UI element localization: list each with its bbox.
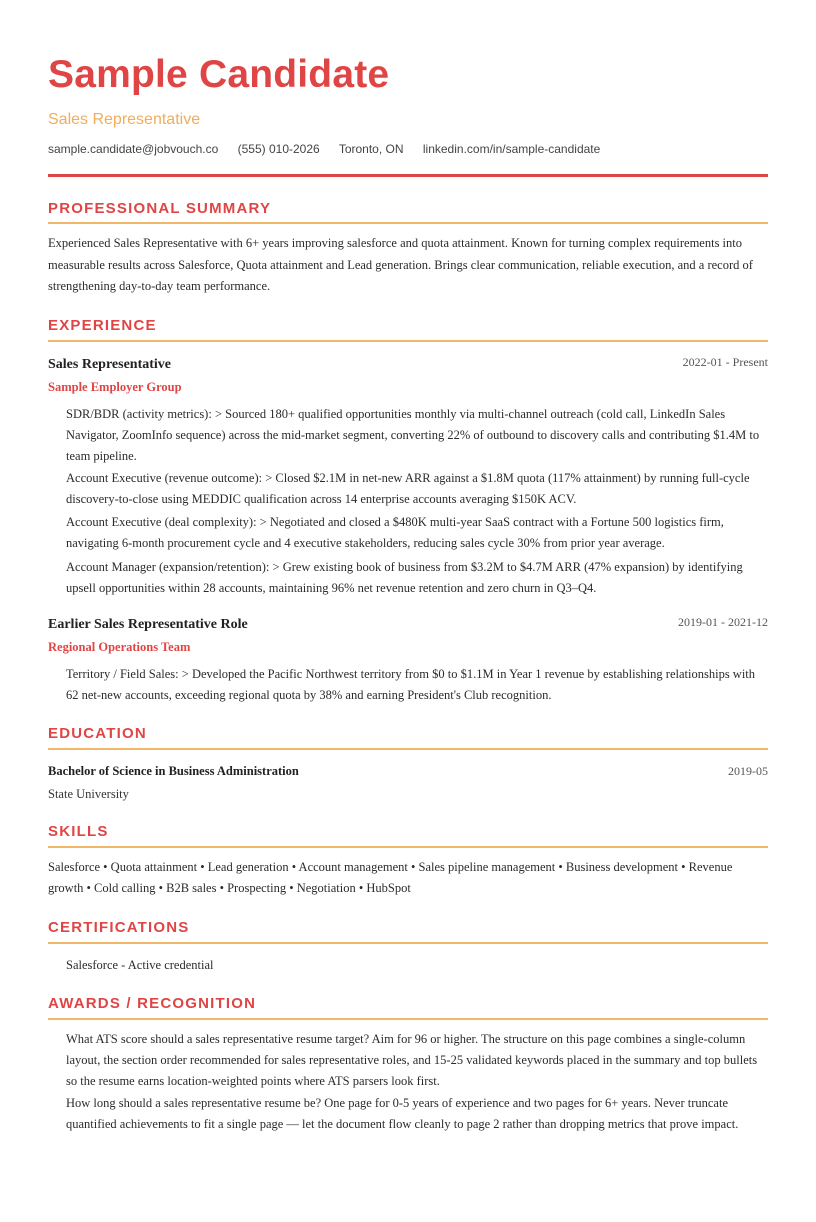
job-1-bullet-1: SDR/BDR (activity metrics): > Sourced 180+ qualified opportunities monthly via multi-channel outreach (cold call, LinkedIn Sales Navigator, ZoomInfo sequence) across the mid-market segment, converting 22% of outbound to discovery calls and contributing $1.4M to team pipeline. xyxy=(66,407,760,463)
header-divider xyxy=(48,174,768,177)
job-dates-2: 2019-01 - 2021-12 xyxy=(678,615,768,629)
contact-email[interactable]: sample.candidate@jobvouch.co xyxy=(48,142,219,156)
contact-line xyxy=(48,141,616,157)
job-title-1: Sales Representative xyxy=(48,357,171,372)
education-divider xyxy=(48,748,768,750)
education-heading: EDUCATION xyxy=(48,725,147,742)
job-1-bullet-4: Account Manager (expansion/retention): > Grew existing book of business from $3.2M to $4.7M ARR (47% expansion) by identifying upsell opportunities within 28 accounts, maintaining 96% net revenue retention and zero churn in Q3–Q4. xyxy=(66,560,743,595)
experience-divider xyxy=(48,340,768,342)
awards-heading: AWARDS / RECOGNITION xyxy=(48,995,257,1012)
skills-heading: SKILLS xyxy=(48,823,109,840)
contact-linkedin[interactable]: linkedin.com/in/sample-candidate xyxy=(422,142,601,156)
job-2-bullet-1: Territory / Field Sales: > Developed the Pacific Northwest territory from $0 to $1.1M in Year 1 revenue by establishing relationships with 62 net-new accounts, exceeding regional quota by 38% and earning President's Club recognition. xyxy=(66,667,756,702)
summary-heading: PROFESSIONAL SUMMARY xyxy=(48,200,272,217)
contact-phone: (555) 010-2026 xyxy=(237,142,320,156)
skills-list: Salesforce • Quota attainment • Lead generation • Account management • Sales pipeline management • Business development • Revenue growth • Cold calling • B2B sales • Prospecting • Negotiation • HubSpot xyxy=(48,860,733,895)
certifications-divider xyxy=(48,942,768,944)
candidate-name: Sample Candidate xyxy=(48,53,390,96)
candidate-role: Sales Representative xyxy=(48,111,201,128)
job-1-bullet-3: Account Executive (deal complexity): > Negotiated and closed a $480K multi-year SaaS contract with a Fortune 500 logistics firm, navigating 6-month procurement cycle and 4 executive stakeholders, reducing sales cycle 30% from prior year average. xyxy=(66,515,724,550)
certification-item: Salesforce - Active credential xyxy=(66,958,214,972)
awards-divider xyxy=(48,1018,768,1020)
job-org-2: Regional Operations Team xyxy=(48,640,191,654)
award-item-2: How long should a sales representative resume be? One page for 0-5 years of experience and two pages for 6+ years. Never truncate quantified achievements to fit a single page — let the document flow cleanly to page 2 rather than dropping metrics that prove impact. xyxy=(66,1096,739,1131)
job-org-1: Sample Employer Group xyxy=(48,380,182,394)
summary-text: Experienced Sales Representative with 6+ years improving salesforce and quota attainment. Known for turning complex requirements into measurable results across Salesforce, Quota attainment and Lead generation. Brings clear communication, reliable execution, and a record of strengthening day-to-day team performance. xyxy=(48,236,753,293)
job-1-bullet-2: Account Executive (revenue outcome): > Closed $2.1M in net-new ARR against a $1.8M quota (117% attainment) by running full-cycle discovery-to-close using MEDDIC qualification across 14 enterprise accounts averaging $150K ACV. xyxy=(66,471,750,506)
summary-divider xyxy=(48,222,768,224)
job-dates-1: 2022-01 - Present xyxy=(682,355,768,369)
award-item-1: What ATS score should a sales representative resume target? Aim for 96 or higher. The structure on this page combines a single-column layout, the section order recommended for sales representative roles, and 15-25 validated keywords placed in the summary and top bullets so the resume earns location-weighted points where ATS parsers look first. xyxy=(66,1032,758,1088)
contact-location: Toronto, ON xyxy=(338,142,404,156)
education-date: 2019-05 xyxy=(728,764,768,778)
experience-heading: EXPERIENCE xyxy=(48,317,157,334)
education-school: State University xyxy=(48,787,129,801)
job-title-2: Earlier Sales Representative Role xyxy=(48,617,248,632)
certifications-heading: CERTIFICATIONS xyxy=(48,919,190,936)
education-degree: Bachelor of Science in Business Administration xyxy=(48,764,299,778)
skills-divider xyxy=(48,846,768,848)
